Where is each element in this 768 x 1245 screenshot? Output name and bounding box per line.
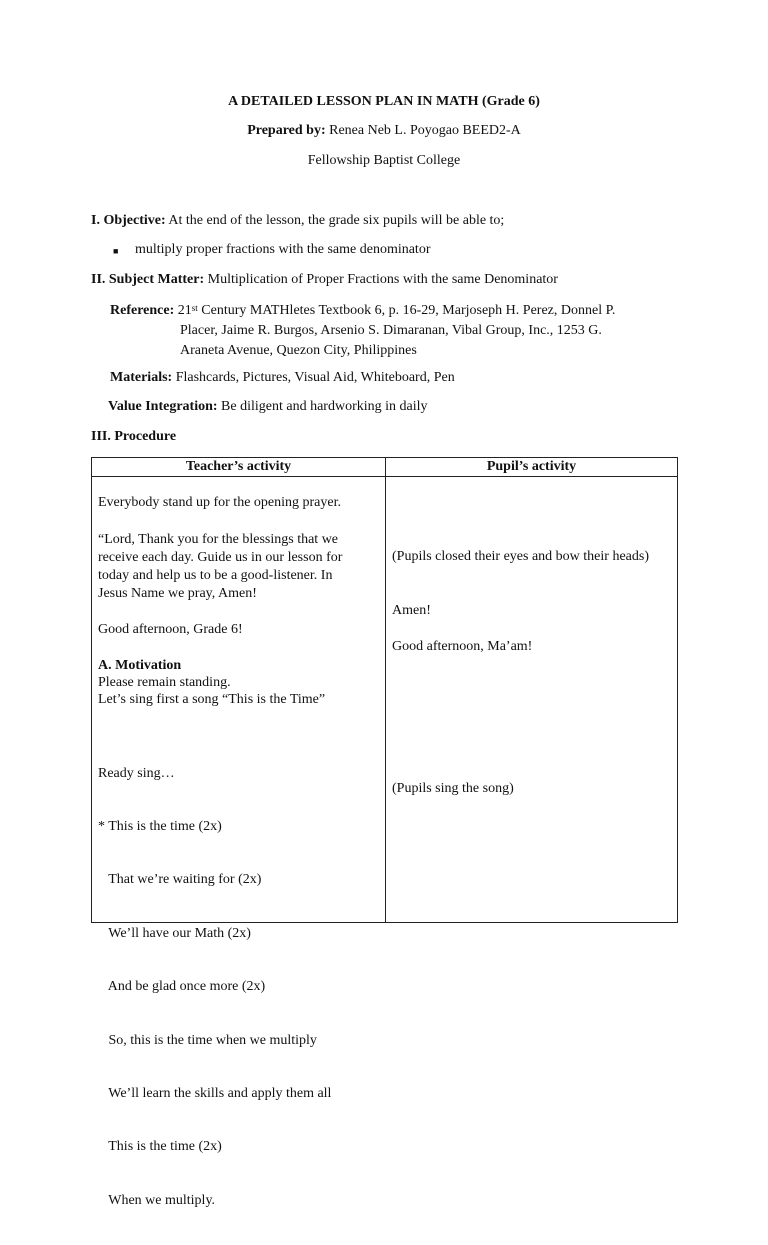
values-label: Value Integration:: [108, 399, 218, 414]
bullet-icon: ■: [113, 246, 119, 256]
reference-num: 21: [177, 303, 192, 318]
materials-text: Flashcards, Pictures, Visual Aid, Whiteboard, Pen: [175, 370, 455, 385]
teacher-activity-cell: [92, 477, 386, 1208]
pupil-amen: Amen!: [392, 603, 431, 618]
opening-instruction: Everybody stand up for the opening prayer.: [98, 495, 341, 510]
motivation-heading: A. Motivation: [98, 658, 182, 673]
subject-matter: [91, 272, 558, 288]
activity-table: [91, 457, 678, 1208]
objective-text: At the end of the lesson, the grade six pupils will be able to;: [168, 213, 505, 228]
reference-label: Reference:: [110, 303, 175, 318]
prepared-by: [0, 123, 768, 139]
reference-line1: Century MATHletes Textbook 6, p. 16-29, Marjoseph H. Perez, Donnel P.: [201, 303, 616, 318]
value-integration: [108, 399, 428, 415]
pupil-greeting: Good afternoon, Ma’am!: [392, 639, 533, 654]
reference-line3: Araneta Avenue, Quezon City, Philippines: [180, 343, 417, 358]
reference-section: [110, 301, 615, 361]
pupil-sing: (Pupils sing the song): [392, 781, 514, 796]
ready-sing: Ready sing…: [98, 765, 175, 781]
reference-sup: st: [191, 303, 198, 313]
college-name: Fellowship Baptist College: [307, 153, 461, 168]
subject-label: II. Subject Matter:: [91, 272, 205, 287]
values-text: Be diligent and hardworking in daily: [221, 399, 428, 414]
materials-section: [110, 370, 455, 386]
materials-label: Materials:: [110, 370, 173, 385]
objective-section: [91, 213, 504, 229]
song-lyrics: Ready sing… * This is the time (2x) That we’re waiting for (2x) We’ll have our Math (2x) And be glad once more (2x) So, this is the time when we multiply We’ll learn the skills and apply them all This is the time (2x) When we multiply.: [98, 765, 332, 1208]
prepared-by-label: Prepared by:: [247, 123, 326, 138]
motivation-block: A. Motivation Please remain standing. Let’s sing first a song “This is the Time”: [98, 658, 326, 707]
pupil-activity-cell: [386, 477, 678, 923]
teacher-greeting: Good afternoon, Grade 6!: [98, 622, 243, 637]
page-title: A DETAILED LESSON PLAN IN MATH (Grade 6): [228, 94, 540, 109]
prepared-by-value: Renea Neb L. Poyogao BEED2-A: [329, 123, 521, 138]
teacher-column-header: Teacher’s activity: [92, 458, 386, 477]
objective-label: I. Objective:: [91, 213, 166, 228]
pupil-eyes: (Pupils closed their eyes and bow their heads): [392, 549, 649, 564]
prayer-text: “Lord, Thank you for the blessings that we receive each day. Guide us in our lesson for today and help us to be a good-listener. In Jesus Name we pray, Amen!: [98, 532, 343, 601]
subject-text: Multiplication of Proper Fractions with the same Denominator: [207, 272, 558, 287]
reference-line2: Placer, Jaime R. Burgos, Arsenio S. Dimaranan, Vibal Group, Inc., 1253 G.: [180, 323, 602, 338]
procedure-heading: III. Procedure: [91, 429, 177, 444]
objective-bullet: multiply proper fractions with the same denominator: [135, 242, 431, 257]
pupil-column-header: Pupil’s activity: [386, 458, 678, 477]
